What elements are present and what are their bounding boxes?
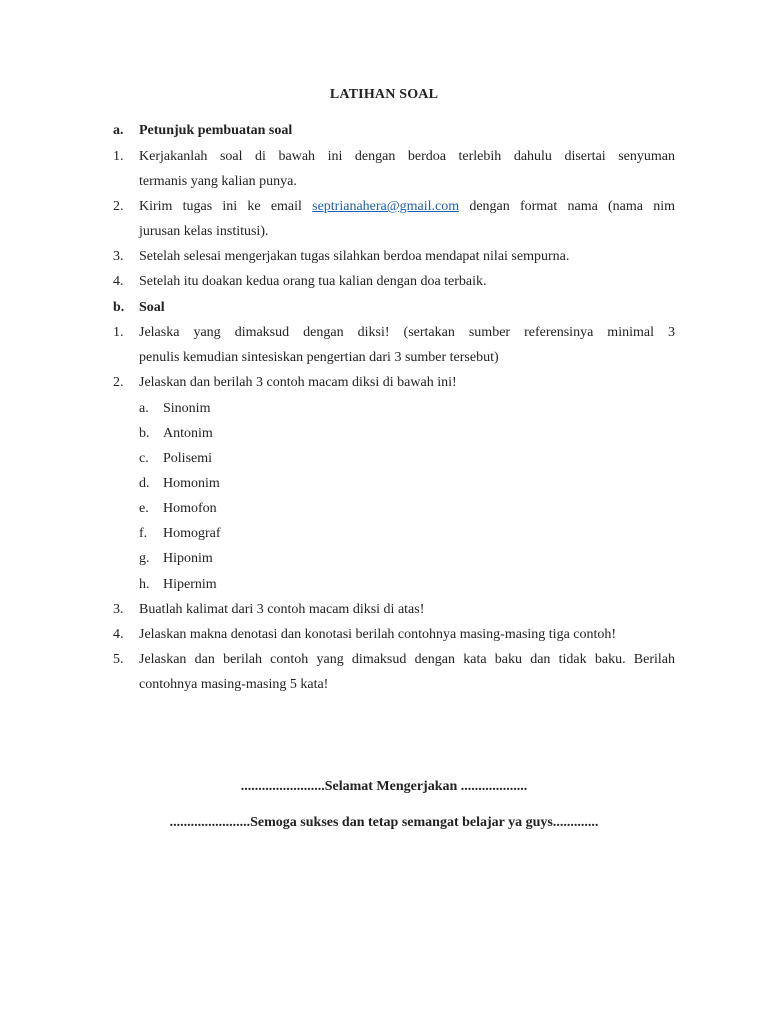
sub-item-letter: a.	[139, 401, 149, 416]
section-a-marker: a.	[113, 123, 124, 138]
sub-item-letter: e.	[139, 501, 149, 516]
item-text-post: dengan format nama (nama nim	[459, 199, 675, 214]
question-text: Jelaska yang dimaksud dengan diksi! (sertakan sumber referensinya minimal 3	[139, 325, 675, 340]
item-number: 2.	[113, 199, 124, 214]
section-b-marker: b.	[113, 300, 125, 315]
item-text: Kerjakanlah soal di bawah ini dengan berdoa terlebih dahulu disertai senyuman	[139, 149, 675, 164]
item-number: 3.	[113, 249, 124, 264]
item-number: 4.	[113, 274, 124, 289]
sub-item-text: Antonim	[163, 426, 213, 441]
sub-item-text: Hiponim	[163, 551, 213, 566]
sub-item-text: Homofon	[163, 501, 217, 516]
section-a-heading: Petunjuk pembuatan soal	[139, 123, 293, 138]
section-b-heading: Soal	[139, 300, 165, 315]
sub-item-text: Polisemi	[163, 451, 213, 466]
question-number: 2.	[113, 375, 124, 390]
email-link[interactable]: septrianahera@gmail.com	[312, 199, 460, 214]
sub-item-letter: b.	[139, 426, 150, 441]
sub-item-letter: d.	[139, 476, 150, 491]
sub-item-text: Hipernim	[163, 577, 217, 592]
question-text: Buatlah kalimat dari 3 contoh macam diksi di atas!	[139, 602, 425, 617]
question-text: contohnya masing-masing 5 kata!	[139, 677, 329, 692]
sub-item-letter: h.	[139, 577, 150, 592]
item-number: 1.	[113, 149, 124, 164]
item-text: termanis yang kalian punya.	[139, 174, 297, 189]
page-title: LATIHAN SOAL	[329, 87, 439, 102]
item-text	[139, 194, 675, 219]
question-number: 3.	[113, 602, 124, 617]
item-text-pre: Kirim tugas ini ke email	[139, 199, 313, 214]
sub-item-letter: c.	[139, 451, 149, 466]
question-number: 4.	[113, 627, 124, 642]
sub-item-text: Sinonim	[163, 401, 211, 416]
question-number: 5.	[113, 652, 124, 667]
item-text: jurusan kelas institusi).	[139, 224, 269, 239]
question-text: Jelaskan dan berilah 3 contoh macam diksi di bawah ini!	[139, 375, 457, 390]
sub-item-letter: g.	[139, 551, 150, 566]
sub-item-text: Homonim	[163, 476, 220, 491]
closing-line: .......................Semoga sukses dan tetap semangat belajar ya guys.............	[169, 815, 599, 830]
sub-item-letter: f.	[139, 526, 148, 541]
question-text: Jelaskan dan berilah contoh yang dimaksud dengan kata baku dan tidak baku. Berilah	[139, 652, 675, 667]
item-text: Setelah itu doakan kedua orang tua kalian dengan doa terbaik.	[139, 274, 487, 289]
question-number: 1.	[113, 325, 124, 340]
item-text: Setelah selesai mengerjakan tugas silahkan berdoa mendapat nilai sempurna.	[139, 249, 570, 264]
sub-item-text: Homograf	[163, 526, 221, 541]
question-text: penulis kemudian sintesiskan pengertian dari 3 sumber tersebut)	[139, 350, 499, 365]
question-text: Jelaskan makna denotasi dan konotasi berilah contohnya masing-masing tiga contoh!	[139, 627, 617, 642]
closing-line: ........................Selamat Mengerjakan ...................	[240, 779, 528, 794]
